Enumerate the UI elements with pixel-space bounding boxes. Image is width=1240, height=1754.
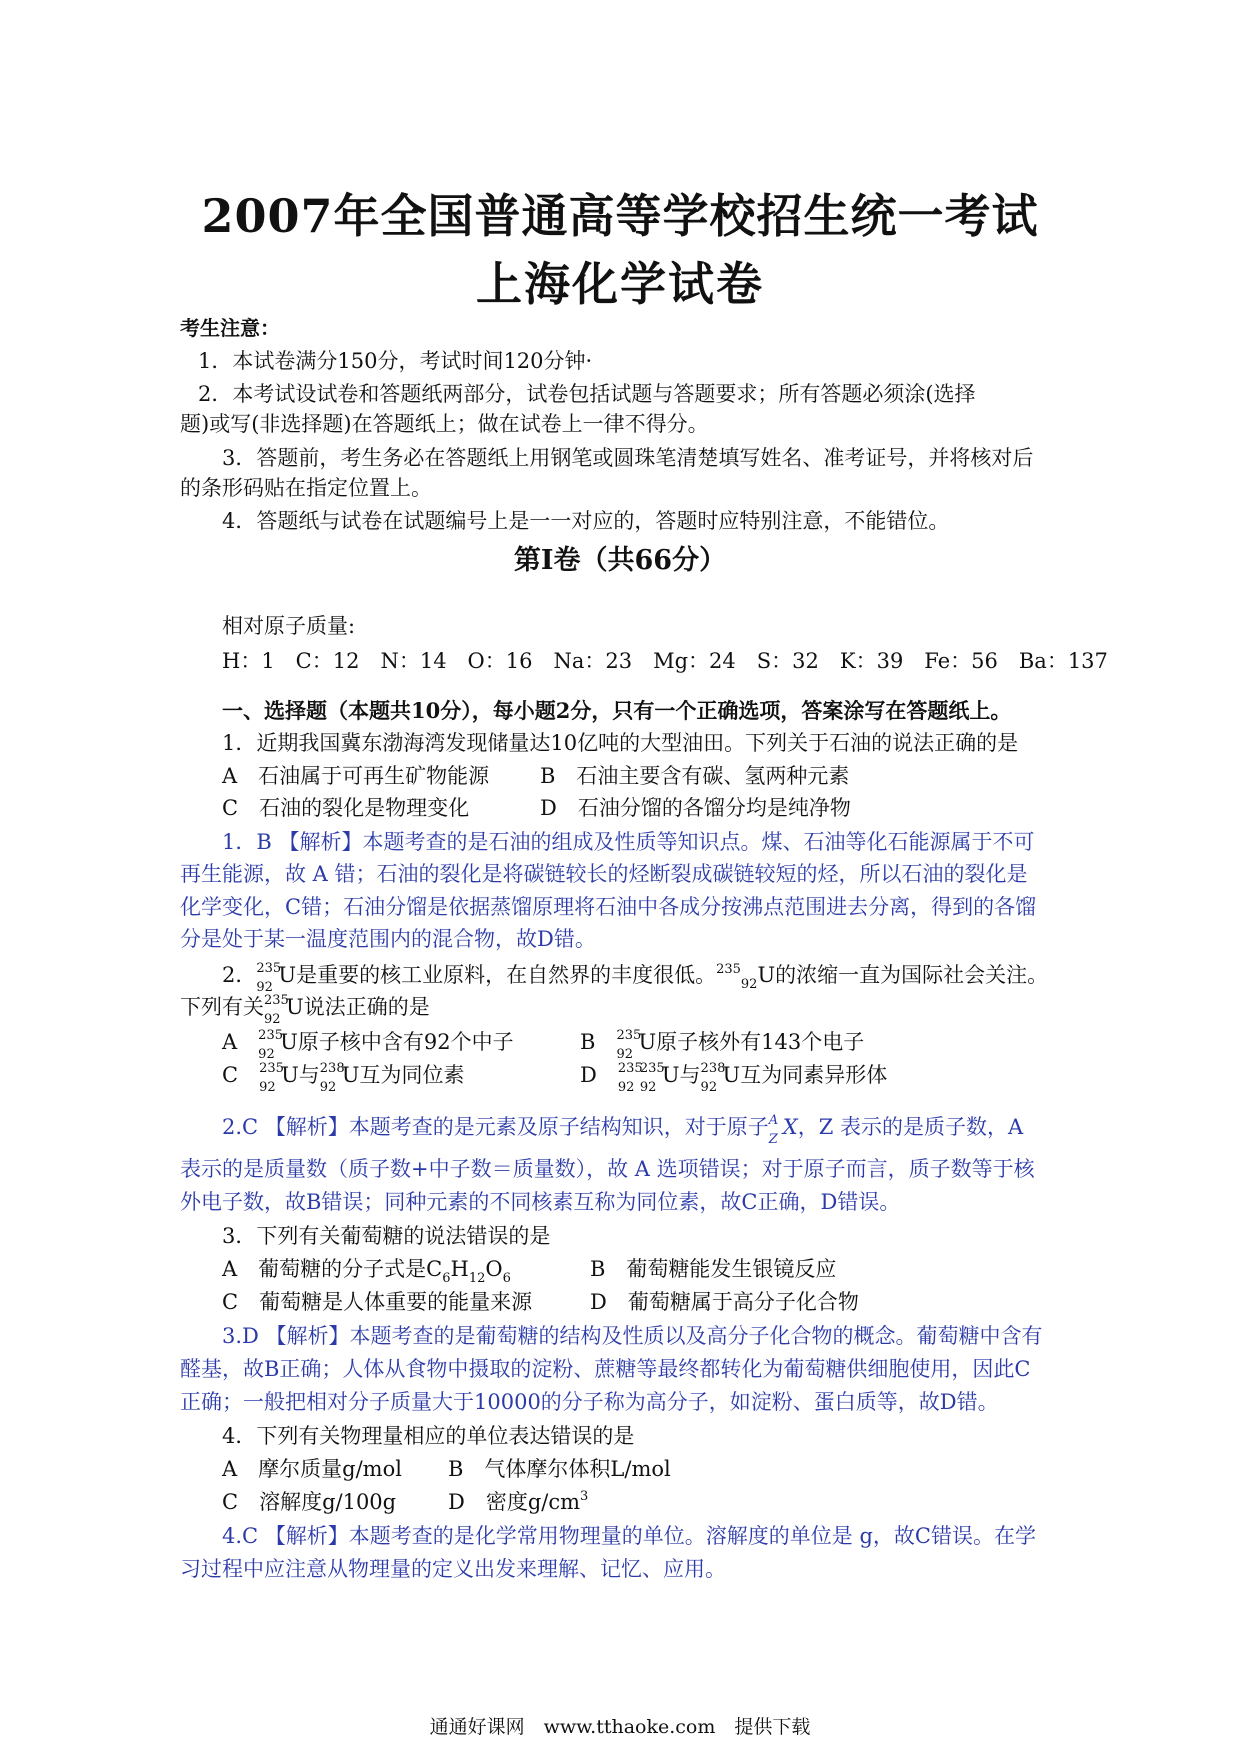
exam-subtitle: 上海化学试卷	[476, 257, 764, 311]
q1-option-a: A 石油属于可再生矿物能源	[222, 764, 490, 788]
q3-answer-line3: 正确；一般把相对分子质量大于10000的分子称为高分子，如淀粉、蛋白质等，故D错。	[180, 1390, 999, 1414]
nuclide-u235: 235 92	[264, 993, 289, 1027]
notice-item-1: 1．本试卷满分150分，考试时间120分钟·	[198, 349, 593, 373]
q4-option-c: C 溶解度g/100g	[222, 1490, 397, 1514]
q1-option-d: D 石油分馏的各馏分均是纯净物	[540, 796, 851, 820]
q1-answer-line1: 1．B 【解析】本题考查的是石油的组成及性质等知识点。煤、石油等化石能源属于不可	[222, 830, 1035, 854]
q2-stem-line2: 下列有关 235 92 U说法正确的是	[180, 990, 430, 1024]
q2-option-c: C 235 92 U与 238 92 U互为同位素	[222, 1061, 465, 1095]
q2-option-d: D 235 92 235 92 U与 238 92 U互为同素异形体	[580, 1061, 888, 1095]
q3-option-b: B 葡萄糖能发生银镜反应	[590, 1257, 837, 1281]
atomic-mass-label: 相对原子质量:	[222, 614, 356, 638]
notice-item-3a: 3．答题前，考生务必在答题纸上用钢笔或圆珠笔清楚填写姓名、准考证号，并将核对后	[222, 446, 1034, 470]
q1-answer-line3: 化学变化，C错；石油分馏是依据蒸馏原理将石油中各成分按沸点范围进去分离，得到的各馏	[180, 895, 1037, 919]
q3-answer-line1: 3.D 【解析】本题考查的是葡萄糖的结构及性质以及高分子化合物的概念。葡萄糖中含有	[222, 1324, 1043, 1348]
q3-answer-line2: 醛基，故B正确；人体从食物中摄取的淀粉、蔗糖等最终都转化为葡萄糖供细胞使用，因此C	[180, 1357, 1031, 1381]
q4-option-d: D 密度$g/cm^3$	[448, 1489, 589, 1514]
q3-option-d: D 葡萄糖属于高分子化合物	[590, 1290, 859, 1314]
q4-answer-line2: 习过程中应注意从物理量的定义出发来理解、记忆、应用。	[180, 1557, 726, 1581]
q1-answer-line4: 分是处于某一温度范围内的混合物，故D错。	[180, 927, 596, 951]
q1-answer-line2: 再生能源，故 A 错；石油的裂化是将碳链较长的烃断裂成碳链较短的烃，所以石油的裂化是	[180, 862, 1028, 886]
q2-option-b: B 235 92 U原子核外有143个电子	[580, 1028, 865, 1062]
notice-item-2a: 2．本考试设试卷和答题纸两部分，试卷包括试题与答题要求；所有答题必须涂(选择	[198, 382, 976, 406]
q3-option-c: C 葡萄糖是人体重要的能量来源	[222, 1290, 533, 1314]
atomic-mass-values: H：1 C：12 N：14 O：16 Na：23 Mg：24 S：32 K：39 Fe：56 Ba：137	[222, 649, 1108, 673]
notice-heading: 考生注意：	[180, 316, 280, 340]
notice-item-4: 4．答题纸与试卷在试题编号上是一一对应的，答题时应特别注意，不能错位。	[222, 509, 950, 533]
q4-option-a: A 摩尔质量g/mol	[222, 1457, 402, 1481]
section-heading: 一、选择题（本题共10分），每小题2分，只有一个正确选项，答案涂写在答题纸上。	[222, 698, 1012, 723]
q2-answer-line3: 外电子数，故B错误；同种元素的不同核素互称为同位素，故C正确，D错误。	[180, 1190, 901, 1214]
q2-answer-line2: 表示的是质量数（质子数+中子数＝质量数），故 A 选项错误；对于原子而言，质子数等于核	[180, 1157, 1035, 1181]
volume-title: 第Ⅰ卷（共66分）	[513, 545, 727, 576]
q4-option-b: B 气体摩尔体积L/mol	[448, 1457, 671, 1481]
exam-title: 2007年全国普通高等学校招生统一考试	[201, 189, 1039, 243]
q1-stem: 1．近期我国冀东渤海湾发现储量达10亿吨的大型油田。下列关于石油的说法正确的是	[222, 731, 1019, 755]
q3-stem: 3．下列有关葡萄糖的说法错误的是	[222, 1224, 551, 1248]
q2-stem-line1: 2． 235 92 U是重要的核工业原料，在自然界的丰度很低。$^{235}_{92}$U的浓缩一直为国际社会关注。	[222, 958, 1048, 995]
nuclide-notation: A Z	[768, 1113, 779, 1147]
page-footer: 通通好课网 www.tthaoke.com 提供下载	[429, 1716, 811, 1738]
nuclide-u235: 235 92	[256, 961, 282, 995]
q1-option-c: C 石油的裂化是物理变化	[222, 796, 470, 820]
q4-stem: 4．下列有关物理量相应的单位表达错误的是	[222, 1424, 635, 1448]
q2-answer-line1: 2.C 【解析】本题考查的是元素及原子结构知识，对于原子 A Z X，Z 表示的是质子数，A	[222, 1110, 1023, 1144]
q4-answer-line1: 4.C 【解析】本题考查的是化学常用物理量的单位。溶解度的单位是 g，故C错误。在学	[222, 1524, 1036, 1548]
q3-option-a: A 葡萄糖的分子式是$C_6H_{12}O_6$	[222, 1257, 511, 1286]
q1-option-b: B 石油主要含有碳、氢两种元素	[540, 764, 850, 788]
notice-item-2b: 题)或写(非选择题)在答题纸上；做在试卷上一律不得分。	[180, 412, 709, 436]
q2-option-a: A 235 92 U原子核中含有92个中子	[222, 1028, 514, 1062]
notice-item-3b: 的条形码贴在指定位置上。	[180, 476, 432, 500]
